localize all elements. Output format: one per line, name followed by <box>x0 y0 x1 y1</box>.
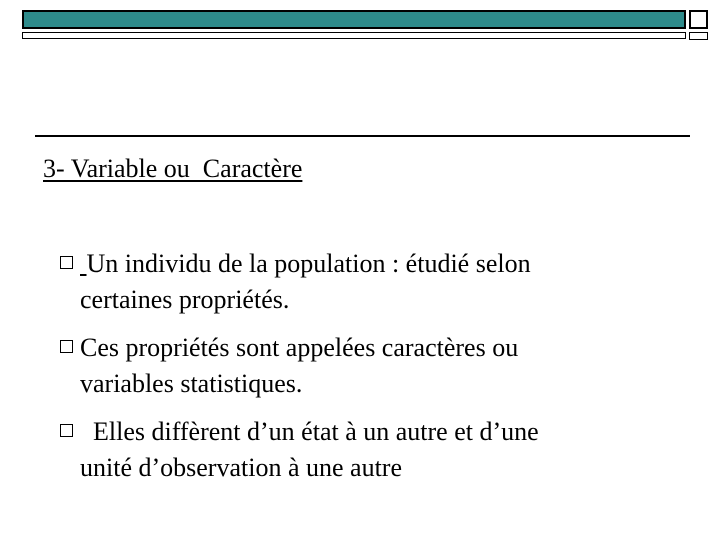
slide-title: 3- Variable ou Caractère <box>43 154 303 183</box>
bullet-2-line-2: variables statistiques. <box>80 369 303 398</box>
bullet-3-line-1: Elles diffèrent d’un état à un autre et d’une <box>80 417 539 446</box>
banner-small-square-icon <box>689 32 708 40</box>
bullet-1-line-2: certaines propriétés. <box>80 285 290 314</box>
banner-teal-bar <box>22 10 686 29</box>
hollow-square-icon <box>60 256 73 269</box>
bullet-2-line-1: Ces propriétés sont appelées caractères ou <box>80 333 519 362</box>
title-divider <box>35 135 690 137</box>
bullet-1-line-1-text: Un individu de la population : étudié selon <box>86 249 531 278</box>
banner-thin-bar <box>22 32 686 39</box>
bullet-3-line-2: unité d’observation à une autre <box>80 453 402 482</box>
bullet-1-line-1 <box>80 243 690 284</box>
hollow-square-icon <box>60 424 73 437</box>
banner-square-icon <box>689 10 708 29</box>
hollow-square-icon <box>60 340 73 353</box>
top-banner <box>22 10 708 40</box>
